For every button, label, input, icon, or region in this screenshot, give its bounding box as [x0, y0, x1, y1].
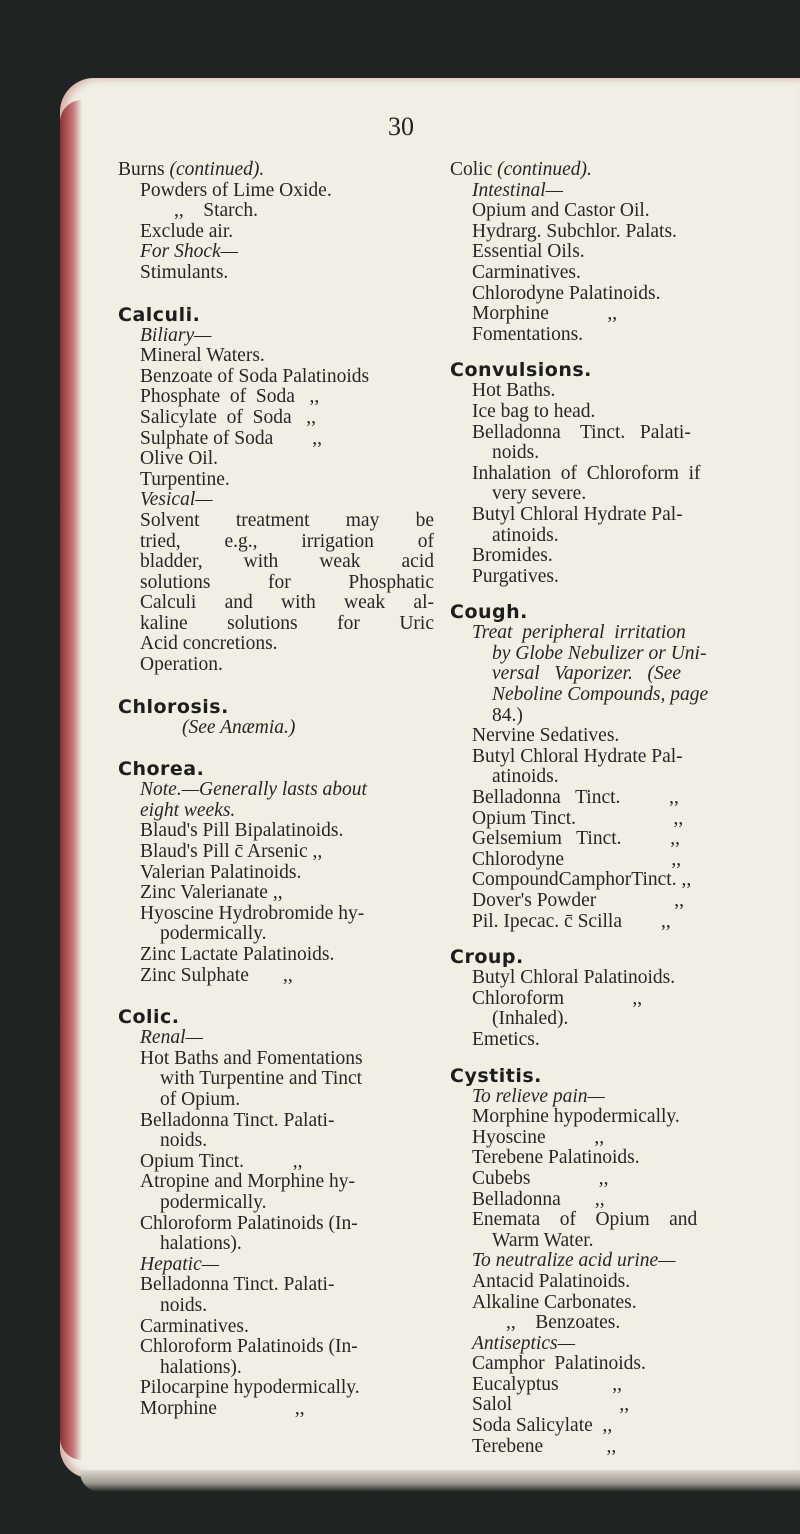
entry-line: Blaud's Pill Bipalatinoids. — [140, 820, 344, 842]
entry-line: Opium Tinct. ,, — [472, 807, 684, 829]
entry-line: Chloroform Palatinoids (In- — [140, 1212, 358, 1234]
entry-line: Belladonna Tinct. ,, — [472, 787, 679, 809]
entry-line: Terebene ,, — [472, 1435, 617, 1457]
entry-line: Opium Tinct. ,, — [140, 1150, 303, 1172]
entry-line: Butyl Chloral Hydrate Pal- — [472, 745, 683, 767]
entry-line: Morphine hypodermically. — [472, 1106, 680, 1128]
section-heading-burns: Burns (continued). — [118, 159, 265, 180]
entry-line: Emetics. — [472, 1028, 540, 1050]
entry-line: Mineral Waters. — [140, 345, 265, 367]
entry-line: Atropine and Morphine hy- — [140, 1171, 355, 1193]
entry-line: Operation. — [140, 654, 223, 676]
entry-line: halations). — [160, 1233, 242, 1255]
entry-line: Valerian Palatinoids. — [140, 861, 302, 883]
entry-line: Belladonna Tinct. Palati- — [472, 421, 691, 443]
entry-line: Hydrarg. Subchlor. Palats. — [472, 220, 677, 242]
entry-line: Stimulants. — [140, 261, 229, 283]
entry-line: noids. — [160, 1130, 208, 1152]
page-number: 30 — [388, 112, 414, 141]
entry-line: Warm Water. — [492, 1229, 594, 1251]
entry-line: Solvent treatment may be — [140, 509, 434, 531]
entry-line: ,, Benzoates. — [506, 1312, 621, 1334]
section-heading-cystitis: Cystitis. — [450, 1064, 542, 1087]
entry-line: Sulphate of Soda ,, — [140, 427, 322, 449]
subheading: Hepatic— — [140, 1253, 220, 1275]
entry-line: Enemata of Opium and — [472, 1209, 698, 1231]
entry-line: Pil. Ipecac. c̄ Scilla ,, — [472, 910, 671, 932]
subheading: Vesical— — [140, 489, 213, 511]
entry-line: Butyl Chloral Palatinoids. — [472, 967, 676, 989]
entry-line: tried, e.g., irrigation of — [140, 530, 434, 552]
note-line: by Globe Nebulizer or Uni- — [492, 642, 707, 664]
entry-line: bladder, with weak acid — [140, 551, 434, 573]
entry-line: Zinc Valerianate ,, — [140, 882, 283, 904]
entry-line: Exclude air. — [140, 220, 234, 242]
entry-line: Camphor Palatinoids. — [472, 1353, 646, 1375]
entry-line: Cubebs ,, — [472, 1167, 609, 1189]
entry-line: Zinc Lactate Palatinoids. — [140, 944, 335, 965]
note-line: Neboline Compounds, page — [492, 684, 709, 706]
entry-line: Ice bag to head. — [472, 400, 596, 422]
entry-line: solutions for Phosphatic — [140, 571, 434, 593]
entry-line: Pilocarpine hypodermically. — [140, 1377, 360, 1399]
entry-line: Acid concretions. — [140, 633, 278, 655]
note-line: eight weeks. — [140, 799, 236, 821]
entry-line: noids. — [160, 1294, 208, 1316]
entry-line: Phosphate of Soda ,, — [140, 386, 320, 408]
entry-line: Blaud's Pill c̄ Arsenic ,, — [140, 841, 323, 863]
entry-line: Carminatives. — [472, 261, 581, 283]
entry-line: Soda Salicylate ,, — [472, 1415, 613, 1437]
entry-line: Chlorodyne Palatinoids. — [472, 282, 661, 304]
entry-line: of Opium. — [160, 1088, 241, 1110]
entry-line: with Turpentine and Tinct — [160, 1068, 363, 1090]
entry-line: ,, Starch. — [174, 200, 258, 222]
subheading: Intestinal— — [472, 179, 563, 201]
entry-line: Benzoate of Soda Palatinoids — [140, 365, 370, 387]
entry-line: Turpentine. — [140, 468, 230, 490]
section-heading-calculi: Calculi. — [118, 303, 201, 326]
note-line: Note.—Generally lasts about — [140, 779, 367, 801]
cross-reference: (See Anæmia.) — [182, 716, 296, 738]
note-line: 84.) — [492, 704, 523, 726]
subheading: Biliary— — [140, 324, 212, 346]
entry-line: Opium and Castor Oil. — [472, 200, 650, 222]
entry-line: Carminatives. — [140, 1315, 249, 1337]
entry-line: Calculi and with weak al- — [140, 592, 434, 614]
entry-line: Terebene Palatinoids. — [472, 1147, 640, 1169]
entry-line: very severe. — [492, 483, 587, 505]
entry-line: (Inhaled). — [492, 1008, 569, 1030]
entry-line: Alkaline Carbonates. — [472, 1291, 637, 1313]
entry-line: atinoids. — [492, 766, 559, 788]
section-heading-croup: Croup. — [450, 946, 524, 969]
entry-line: Hot Baths and Fomentations — [140, 1047, 363, 1069]
entry-line: Salol ,, — [472, 1394, 630, 1416]
subheading: For Shock— — [140, 241, 239, 263]
section-heading-chorea: Chorea. — [118, 758, 205, 781]
entry-line: Belladonna Tinct. Palati- — [140, 1109, 335, 1131]
entry-line: Chloroform ,, — [472, 987, 643, 1009]
right-column — [450, 160, 768, 1457]
note-line: Treat peripheral irritation — [472, 622, 686, 644]
entry-line: Powders of Lime Oxide. — [140, 179, 332, 201]
note-line: versal Vaporizer. (See — [492, 663, 682, 685]
entry-line: Belladonna ,, — [472, 1188, 605, 1210]
entry-line: Bromides. — [472, 545, 553, 567]
page-bottom-edge — [80, 1470, 800, 1492]
subheading: To neutralize acid urine— — [472, 1250, 676, 1272]
entry-line: Hyoscine Hydrobromide hy- — [140, 902, 365, 924]
entry-line: CompoundCamphorTinct. ,, — [472, 869, 692, 891]
entry-line: Inhalation of Chloroform if — [472, 462, 701, 484]
entry-line: atinoids. — [492, 524, 559, 546]
entry-line: podermically. — [160, 1191, 267, 1213]
entry-line: Salicylate of Soda ,, — [140, 406, 317, 428]
page-binding-edge — [60, 100, 82, 1460]
section-heading-colic: Colic. — [118, 1006, 180, 1029]
entry-line: noids. — [492, 442, 540, 464]
entry-line: Olive Oil. — [140, 448, 218, 470]
subheading: Renal— — [140, 1027, 203, 1049]
entry-line: Morphine ,, — [472, 303, 618, 325]
entry-line: Antacid Palatinoids. — [472, 1270, 631, 1292]
entry-line: Belladonna Tinct. Palati- — [140, 1274, 335, 1296]
section-heading-colic-continued: Colic (continued). — [450, 159, 592, 180]
section-heading-cough: Cough. — [450, 601, 528, 624]
entry-line: Fomentations. — [472, 323, 584, 345]
entry-line: Hot Baths. — [472, 380, 556, 402]
entry-line: kaline solutions for Uric — [140, 612, 434, 634]
entry-line: Gelsemium Tinct. ,, — [472, 828, 681, 850]
entry-line: Chlorodyne ,, — [472, 848, 682, 870]
entry-line: Zinc Sulphate ,, — [140, 964, 293, 986]
entry-line: Nervine Sedatives. — [472, 725, 620, 747]
entry-line: Hyoscine ,, — [472, 1126, 605, 1148]
entry-line: Butyl Chloral Hydrate Pal- — [472, 503, 683, 525]
section-heading-chlorosis: Chlorosis. — [118, 695, 229, 718]
entry-line: Purgatives. — [472, 565, 559, 587]
entry-line: Chloroform Palatinoids (In- — [140, 1336, 358, 1358]
section-heading-convulsions: Convulsions. — [450, 359, 592, 382]
subheading: To relieve pain— — [472, 1085, 605, 1107]
entry-line: Essential Oils. — [472, 241, 585, 263]
entry-line: Dover's Powder ,, — [472, 890, 685, 911]
entry-line: Morphine ,, — [140, 1397, 305, 1419]
subheading: Antiseptics— — [472, 1332, 575, 1354]
entry-line: Eucalyptus ,, — [472, 1373, 623, 1395]
left-column — [118, 160, 434, 1419]
entry-line: podermically. — [160, 923, 267, 945]
entry-line: halations). — [160, 1356, 242, 1378]
